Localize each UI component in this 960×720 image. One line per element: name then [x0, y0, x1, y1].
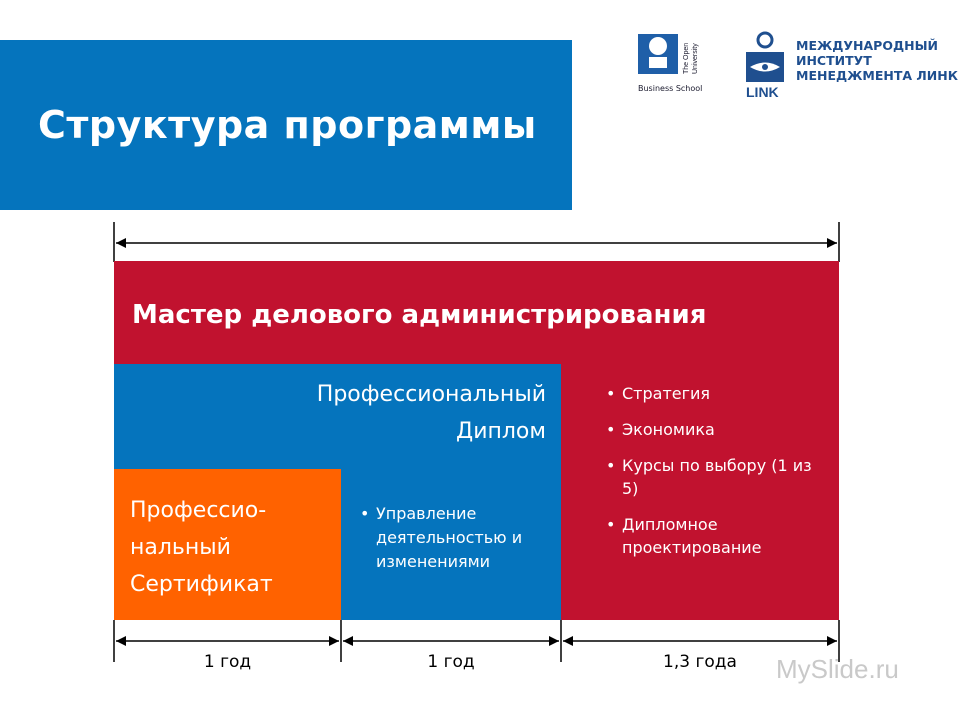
diploma-title: [240, 376, 546, 450]
bullet-icon: •: [606, 420, 616, 439]
mba-course-3: Курсы по выбору (1 из 5): [622, 456, 812, 498]
mba-course-1: Стратегия: [622, 384, 711, 403]
link-wordmark: LINK: [746, 84, 779, 100]
bullet-icon: •: [606, 456, 616, 475]
certificate-title: [130, 492, 335, 603]
diploma-course-1: Управление деятельностью и изменениями: [376, 504, 523, 571]
list-item: [606, 382, 826, 405]
duration-label-3: 1,3 года: [663, 652, 737, 672]
arrowhead: [343, 636, 353, 646]
list-item: [360, 502, 550, 574]
mba-course-list: [606, 382, 826, 572]
arrowhead: [827, 636, 837, 646]
mba-title: Мастер делового администрирования: [132, 300, 707, 330]
link-name-line-1: МЕЖДУНАРОДНЫЙ: [796, 38, 938, 53]
link-name-line-2: ИНСТИТУТ: [796, 53, 872, 68]
mba-course-4: Дипломное проектирование: [622, 515, 762, 557]
arrowhead: [827, 238, 837, 248]
diploma-title-line-1: Профессиональный: [316, 382, 546, 407]
arrowhead: [329, 636, 339, 646]
ou-name-line-1: The Open: [683, 42, 690, 74]
mba-course-2: Экономика: [622, 420, 715, 439]
ou-name-line-2: University: [692, 43, 699, 74]
link-name-line-3: МЕНЕДЖМЕНТА ЛИНК: [796, 68, 958, 83]
bullet-icon: •: [606, 384, 616, 403]
certificate-title-line-3: Сертификат: [130, 572, 273, 597]
list-item: [606, 418, 826, 441]
duration-label-1: 1 год: [203, 652, 252, 672]
list-item: [606, 454, 826, 500]
arrowhead: [549, 636, 559, 646]
watermark: [776, 654, 899, 685]
diploma-title-line-2: Диплом: [456, 419, 546, 444]
bullet-icon: •: [606, 515, 616, 534]
certificate-title-line-2: нальный: [130, 535, 231, 560]
page-title: Структура программы: [38, 103, 537, 147]
duration-label-2: 1 год: [427, 652, 475, 672]
bullet-icon: •: [360, 504, 370, 523]
certificate-title-line-1: Профессио-: [130, 498, 267, 523]
diploma-course-list: [360, 502, 550, 574]
arrowhead: [116, 636, 126, 646]
list-item: [606, 513, 826, 559]
ou-caption: Business School: [638, 84, 703, 93]
arrowhead: [563, 636, 573, 646]
watermark-text: MySlide.ru: [776, 654, 899, 684]
arrowhead: [116, 238, 126, 248]
